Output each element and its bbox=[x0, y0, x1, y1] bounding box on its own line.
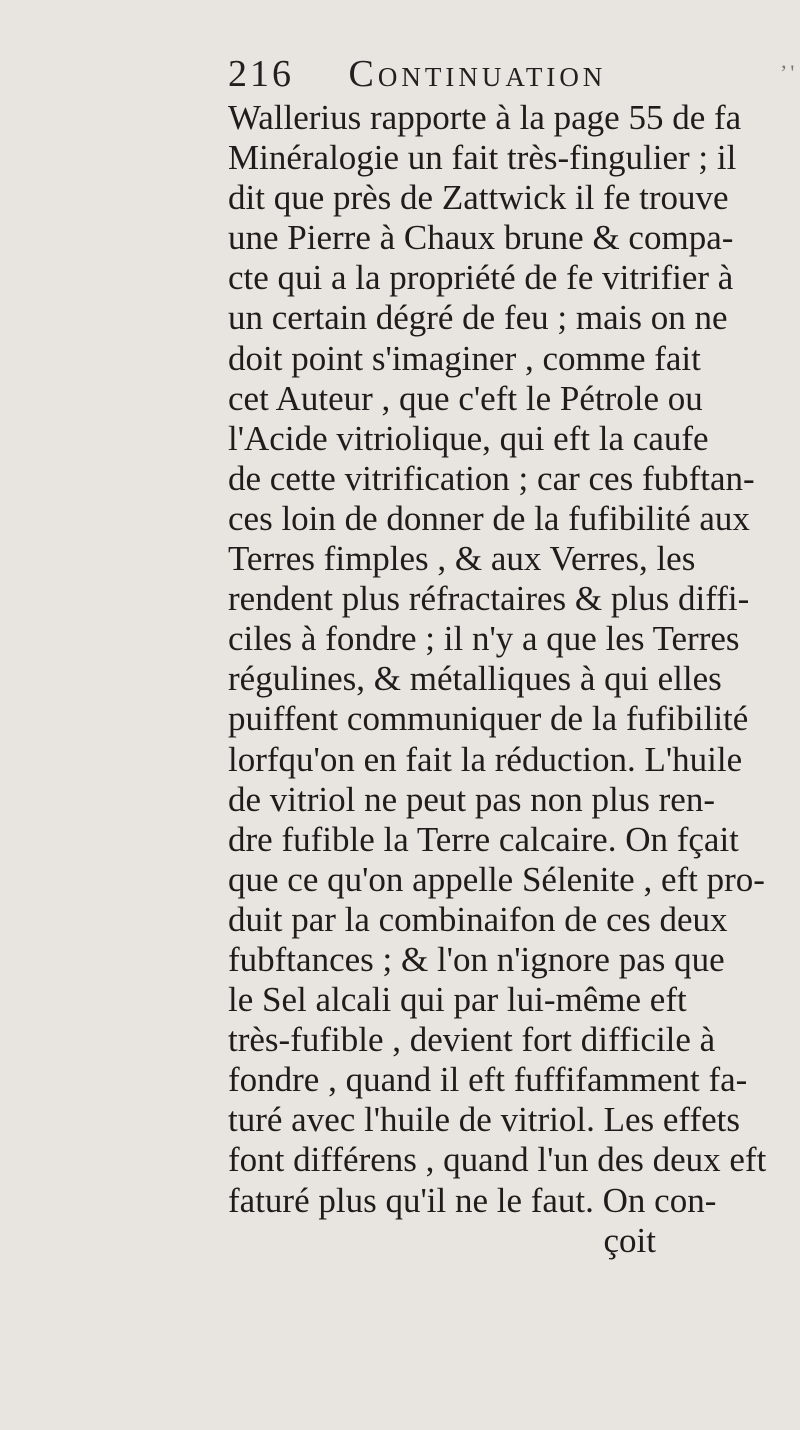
text-line: de vitriol ne peut pas non plus ren- bbox=[228, 779, 715, 819]
text-line: que ce qu'on appelle Sélenite , eft pro- bbox=[228, 859, 765, 899]
text-line: Minéralogie un fait très-fingulier ; il bbox=[228, 138, 737, 178]
text-line: très-fufible , devient fort difficile à bbox=[228, 1020, 716, 1060]
text-line: font différens , quand l'un des deux eft bbox=[228, 1140, 767, 1180]
text-line: rendent plus réfractaires & plus diffi- bbox=[228, 579, 750, 619]
text-line: lorfqu'on en fait la réduction. L'huile bbox=[228, 739, 743, 779]
text-line: Wallerius rapporte à la page 55 de fa bbox=[228, 98, 742, 137]
text-line: l'Acide vitriolique, qui eft la caufe bbox=[228, 418, 709, 458]
catchword: çoit bbox=[603, 1220, 656, 1260]
body-text bbox=[228, 98, 788, 1261]
page-header bbox=[228, 52, 798, 96]
text-line: le Sel alcali qui par lui-même eft bbox=[228, 980, 687, 1020]
text-line: cte qui a la propriété de fe vitrifier à bbox=[228, 258, 734, 298]
text-line: fondre , quand il eft fuffifamment fa- bbox=[228, 1060, 748, 1100]
running-title: Continuation bbox=[348, 53, 607, 95]
text-line: puiffent communiquer de la fufibilité bbox=[228, 699, 749, 739]
text-line: turé avec l'huile de vitriol. Les effets bbox=[228, 1100, 740, 1140]
text-line: doit point s'imaginer , comme fait bbox=[228, 338, 701, 378]
text-line: régulines, & métalliques à qui elles bbox=[228, 659, 722, 699]
text-line: ces loin de donner de la fufibilité aux bbox=[228, 498, 750, 538]
text-line: faturé plus qu'il ne le faut. On con- bbox=[228, 1180, 717, 1220]
text-line: dre fufible la Terre calcaire. On fçait bbox=[228, 819, 739, 859]
text-line: un certain dégré de feu ; mais on ne bbox=[228, 298, 728, 338]
text-line: de cette vitrification ; car ces fubftan- bbox=[228, 458, 755, 498]
text-line: une Pierre à Chaux brune & compa- bbox=[228, 218, 734, 258]
text-line: duit par la combinaifon de ces deux bbox=[228, 899, 728, 939]
text-line: cet Auteur , que c'eft le Pétrole ou bbox=[228, 378, 703, 418]
text-line: dit que près de Zattwick il fe trouve bbox=[228, 178, 729, 218]
page-number: 216 bbox=[228, 53, 294, 95]
text-line: ciles à fondre ; il n'y a que les Terres bbox=[228, 619, 740, 659]
text-line: fubftances ; & l'on n'ignore pas que bbox=[228, 939, 725, 979]
corner-mark: ’' bbox=[780, 60, 798, 85]
text-line: Terres fimples , & aux Verres, les bbox=[228, 539, 696, 579]
